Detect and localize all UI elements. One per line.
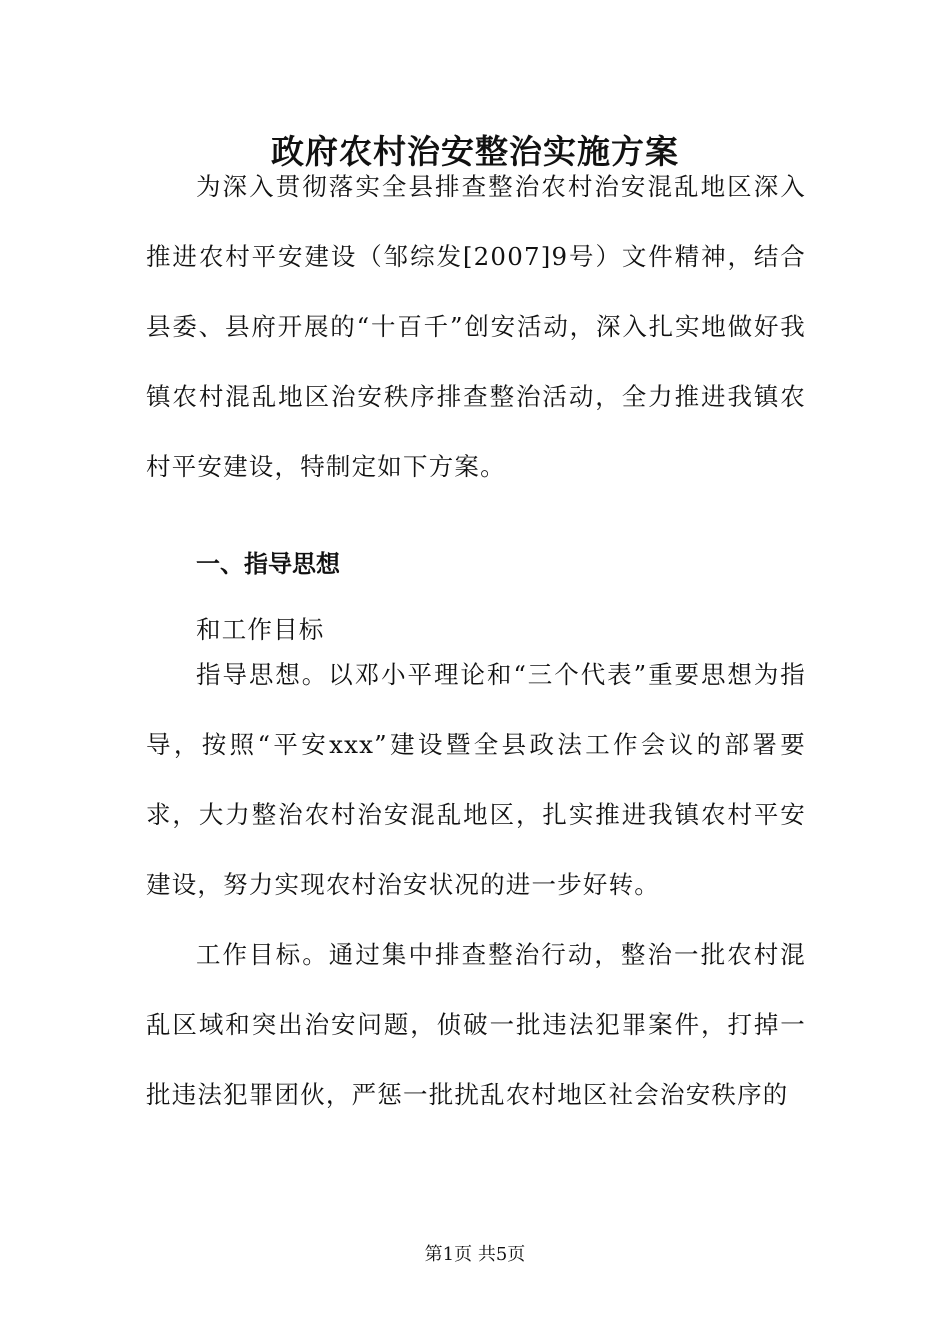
intro-paragraph: 为深入贯彻落实全县排查整治农村治安混乱地区深入推进农村平安建设（邹综发[2007]9号）文件精神，结合县委、县府开展的“十百千”创安活动，深入扎实地做好我镇农村混乱地区治安秩序排查整治活动，全力推进我镇农村平安建设，特制定如下方案。 (146, 172, 806, 481)
page-number: 第1页 共5页 (424, 1244, 526, 1265)
section-subheading: 和工作目标 (196, 615, 325, 644)
document-title: 政府农村治安整治实施方案 (271, 132, 679, 171)
goal-paragraph: 工作目标。通过集中排查整治行动，整治一批农村混乱区域和突出治安问题，侦破一批违法犯罪案件，打掉一批违法犯罪团伙，严惩一批扰乱农村地区社会治安秩序的 (146, 940, 806, 1109)
section-heading: 一、指导思想 (196, 550, 340, 578)
guiding-paragraph: 指导思想。以邓小平理论和“三个代表”重要思想为指导，按照“平安xxx”建设暨全县政法工作会议的部署要求，大力整治农村治安混乱地区，扎实推进我镇农村平安建设，努力实现农村治安状况的进一步好转。 (146, 660, 806, 899)
